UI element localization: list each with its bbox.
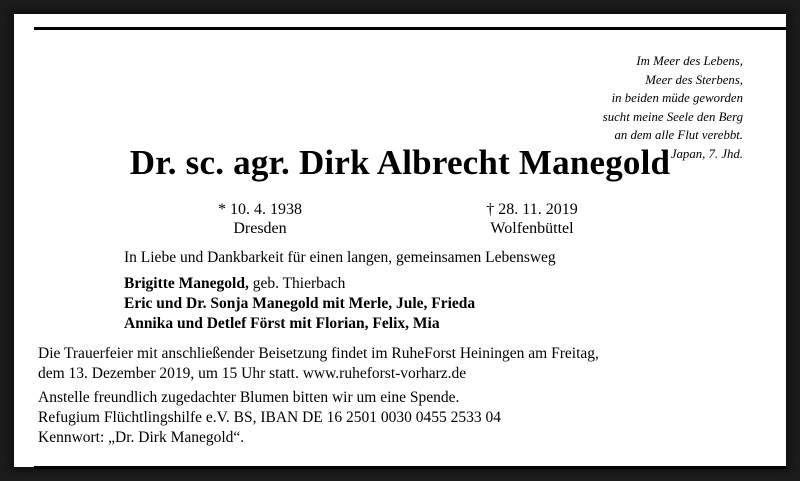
death-place: Wolfenbüttel [490,220,574,237]
funeral-line: Die Trauerfeier mit anschließender Beisetzung findet im RuheForst Heiningen am Freitag, [38,345,599,362]
bottom-rule [34,466,787,469]
top-rule [34,27,787,30]
mourner-spouse [124,274,556,294]
deceased-name: Dr. sc. agr. Dirk Albrecht Manegold [129,143,671,182]
spouse-maiden-name: geb. Thierbach [248,275,346,292]
mourners-intro: In Liebe und Dankbarkeit für einen langen, gemeinsamen Lebensweg [124,249,556,266]
funeral-notice [38,344,599,384]
donation-notice [38,388,501,448]
birth-place: Dresden [233,220,287,237]
poem-line: Meer des Sterbens, [645,72,743,87]
funeral-line: dem 13. Dezember 2019, um 15 Uhr statt. www.ruheforst-vorharz.de [38,365,467,382]
poem-line: Im Meer des Lebens, [636,54,743,68]
death-info [472,200,592,238]
birth-info [205,200,315,238]
donation-line: Refugium Flüchtlingshilfe e.V. BS, IBAN DE 16 2501 0030 0455 2533 04 [38,409,501,426]
death-date: † 28. 11. 2019 [486,201,578,218]
mourner-family: Eric und Dr. Sonja Manegold mit Merle, Jule, Frieda [124,295,476,312]
birth-date: * 10. 4. 1938 [218,201,302,218]
spouse-name: Brigitte Manegold, [124,275,249,292]
mourner-family: Annika und Detlef Först mit Florian, Felix, Mia [124,315,440,332]
donation-line: Kennwort: „Dr. Dirk Manegold“. [38,429,245,446]
mourners-block [124,248,556,334]
poem-attribution: Japan, 7. Jhd. [670,146,743,161]
poem-line: an dem alle Flut verebbt. [614,128,743,142]
poem-line: sucht meine Seele den Berg [602,109,743,124]
donation-line: Anstelle freundlich zugedachter Blumen bitten wir um eine Spende. [38,389,460,406]
poem-line: in beiden müde geworden [611,91,743,105]
